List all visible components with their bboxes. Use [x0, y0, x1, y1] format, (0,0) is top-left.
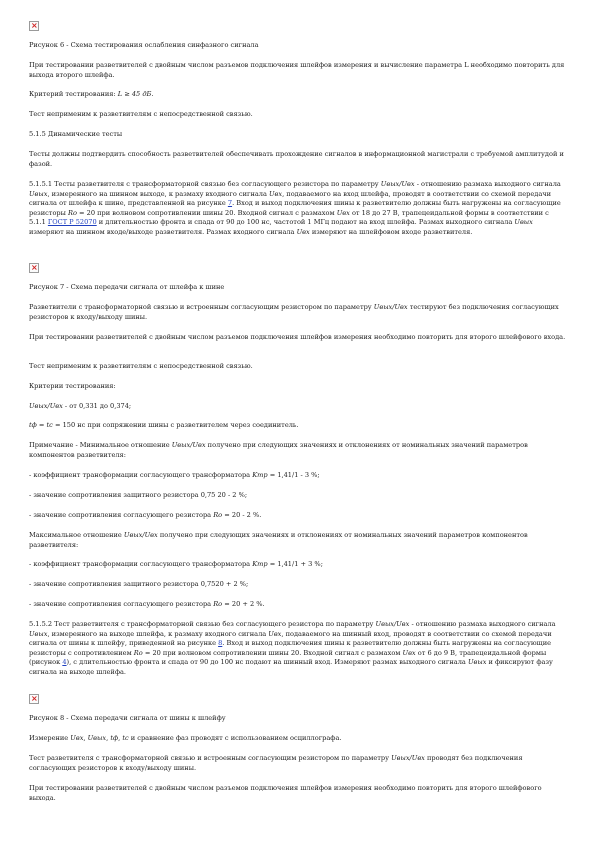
paragraph: Тест неприменим к разветвителям с непосредственной связью.	[29, 362, 253, 370]
broken-image-icon: ×	[31, 21, 38, 30]
paragraph: При тестировании разветвителей с двойным числом разъемов подключения шлейфов измерения необходимо повторить для второго шлейфового выхода.	[29, 784, 542, 802]
figure-link[interactable]: 4	[62, 658, 67, 667]
section-heading: 5.1.5 Динамические тесты	[29, 130, 123, 138]
paragraph: 5.1.5.1 Тесты разветвителя с трансформаторной связью без согласующего резистора по параметру Uвых/Uвх - отношению размаха выходного сигнала Uвых, измеренного на шинном выходе, к размаху входного сигнала Uвх, подаваемого на вход шлейфа, проводят в соответствии со схемой передачи сигнала от шлейфа к шине, представленной на рисунке 7. Вход и выход подключения шины к разветвителю должны быть нагружены на согласующие резисторы Rо = 20 при волновом сопротивлении шины 20. Входной сигнал с размахом Uвх от 18 до 27 В, трапецеидальной формы в соответствии с 5.1.1 ГОСТ Р 52070 и длительностью фронта и спада от 90 до 100 нс, частотой 1 МГц подают на вход шлейфа. Размах выходного сигнала Uвых измеряют на шинном входе/выходе разветвителя. Размах входного сигнала Uвх измеряют на шлейфовом входе разветвителя.	[29, 180, 561, 236]
paragraph: Критерии тестирования:	[29, 382, 116, 390]
list-item: - значение сопротивления защитного резистора 0,75 20 - 2 %;	[29, 491, 248, 499]
list-item: - значение сопротивления согласующего резистора Rо = 20 + 2 %.	[29, 600, 265, 608]
paragraph: 5.1.5.2 Тест разветвителя с трансформаторной связью без согласующего резистора по параметру Uвых/Uвх - отношению размаха выходного сигнала Uвых, измеренного на выходе шлейфа, к размаху входного сигнала Uвх, подаваемого на шинный вход, проводят в соответствии со схемой передачи сигнала от шины к шлейфу, приведенной на рисунке 8. Вход и выход подключения шины к разветвителю должны быть нагружены на согласующие резисторы с сопротивлением Rо = 20 при волновом сопротивлении шины 20. Входной сигнал с размахом Uвх от 6 до 9 В, трапецеидальной формы (рисунок 4), с длительностью фронта и спада от 90 до 100 нс подают на шинный вход. Измеряют размах выходного сигнала Uвых и фиксируют фазу сигнала на выходе шлейфа.	[29, 620, 556, 676]
figure-caption: Рисунок 8 - Схема передачи сигнала от шины к шлейфу	[29, 714, 226, 722]
paragraph: Измерение Uвх, Uвых, tф, tс и сравнение фаз проводят с использованием осциллографа.	[29, 734, 342, 742]
list-item: - коэффициент трансформации согласующего трансформатора Kтр = 1,41/1 - 3 %;	[29, 471, 320, 479]
paragraph: Тест разветвителя с трансформаторной связью и встроенным согласующим резистором по параметру Uвых/Uвх проводят без подключения согласующих резисторов к входу/выходу шины.	[29, 754, 523, 772]
note: Примечание - Минимальное отношение Uвых/Uвх получено при следующих значениях и отклонениях от номинальных значений параметров компонентов разветвителя:	[29, 441, 528, 459]
paragraph: tф = tс = 150 нс при сопряжении шины с разветвителем через соединитель.	[29, 421, 299, 429]
paragraph: Максимальное отношение Uвых/Uвх получено при следующих значениях и отклонениях от номинальных значений параметров компонентов разветвителя:	[29, 531, 528, 549]
paragraph: Uвых/Uвх - от 0,331 до 0,374;	[29, 402, 132, 410]
list-item: - значение сопротивления согласующего резистора Rо = 20 - 2 %.	[29, 511, 262, 519]
figure-link[interactable]: 8	[218, 639, 223, 648]
paragraph: При тестировании разветвителей с двойным числом разъемов подключения шлейфов измерения и вычисление параметра L необходимо повторить для выхода второго шлейфа.	[29, 61, 565, 79]
figure-caption: Рисунок 6 - Схема тестирования ослабления синфазного сигнала	[29, 41, 259, 49]
broken-image-icon: ×	[31, 263, 38, 272]
figure-link[interactable]: 7	[227, 199, 233, 208]
figure-caption: Рисунок 7 - Схема передачи сигнала от шлейфа к шине	[29, 283, 225, 291]
paragraph: Тесты должны подтвердить способность разветвителей обеспечивать прохождение сигналов в информационной магистрали с требуемой амплитудой и фазой.	[29, 150, 564, 168]
list-item: - коэффициент трансформации согласующего трансформатора Kтр = 1,41/1 + 3 %;	[29, 560, 323, 568]
paragraph: Тест неприменим к разветвителям с непосредственной связью.	[29, 110, 253, 118]
list-item: - значение сопротивления защитного резистора 0,7520 + 2 %;	[29, 580, 249, 588]
paragraph: Критерий тестирования: L ≥ 45 дБ.	[29, 90, 154, 98]
standard-link[interactable]: ГОСТ Р 52070	[47, 218, 97, 227]
paragraph: Разветвители с трансформаторной связью и встроенным согласующим резистором по параметру Uвых/Uвх тестируют без подключения согласующих резисторов к входу/выходу шины.	[29, 303, 559, 321]
paragraph: При тестировании разветвителей с двойным числом разъемов подключения шлейфов измерения необходимо повторить для второго шлейфового входа.	[29, 333, 566, 341]
broken-image-icon: ×	[31, 694, 38, 703]
